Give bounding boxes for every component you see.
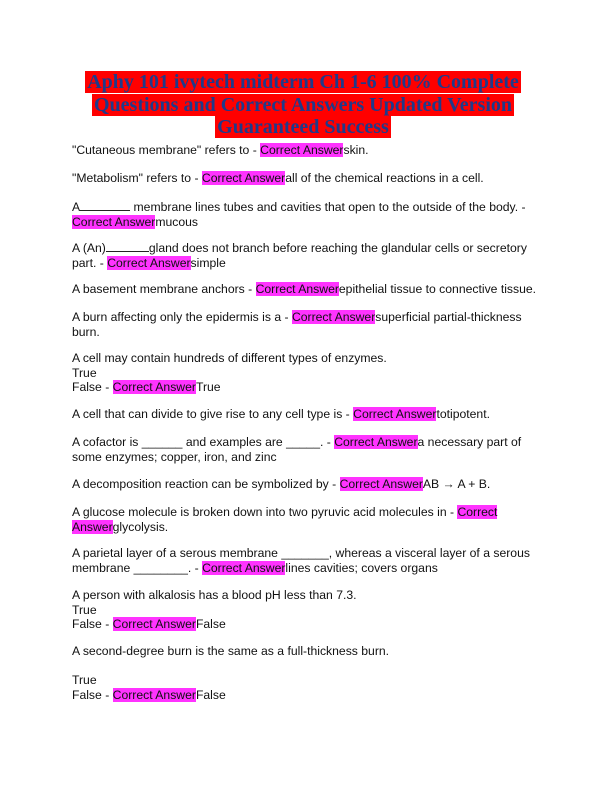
answer-text: True [195,380,221,394]
correct-answer-marker: Correct Answer [334,435,418,449]
question-text: A decomposition reaction can be symbolized by - [72,477,340,491]
option-false: False - [72,687,113,702]
document-title [70,71,536,139]
qa-item [72,588,542,632]
option-false: False - [72,617,113,631]
qa-item [72,351,542,395]
answer-text: all of the chemical reactions in a cell. [285,171,484,185]
answer-text: a necessary part of some enzymes; copper, iron, and zinc [72,435,522,464]
answer-text: totipotent. [436,407,490,421]
qa-item [72,505,542,534]
correct-answer-marker: Correct Answer [112,687,196,702]
question-text: A second-degree burn is the same as a full-thickness burn. [72,644,390,658]
title-line-2: Questions and Correct Answers Updated Version [94,93,512,116]
correct-answer-marker: Correct Answer [72,214,156,229]
correct-answer-marker: Correct Answer [260,143,344,157]
qa-item [72,240,542,270]
title-line-3: Guaranteed Success [217,116,389,138]
correct-answer-marker: Correct Answer [201,171,286,185]
question-text: A cell that can divide to give rise to any cell type is - [72,407,354,421]
question-text-end: membrane lines tubes and cavities that open to the outside of the body. - [130,200,526,214]
question-text: "Cutaneous membrane" refers to - [72,143,261,157]
question-text: A person with alkalosis has a blood pH less than 7.3. [72,588,357,602]
correct-answer-marker: Correct Answer [107,255,191,270]
answer-text: False [195,687,226,702]
qa-item [72,282,542,297]
correct-answer-marker: Correct Answer [72,505,498,534]
question-text: A cell may contain hundreds of different types of enzymes. [72,351,387,365]
qa-item [72,199,542,229]
qa-item [72,477,542,492]
question-text-end: gland does not branch before reaching the glandular cells or secretory part. - [72,241,527,270]
option-true: True [72,365,97,380]
qa-item [72,435,542,464]
qa-item [72,143,542,158]
title-line-1: Aphy 101 ivytech midterm Ch 1-6 100% Complete [87,71,519,93]
question-text: A cofactor is ______ and examples are _____. - [72,435,335,449]
option-true: True [72,602,97,617]
question-text: A basement membrane anchors - [72,282,256,296]
option-false: False - [72,380,113,394]
correct-answer-marker: Correct Answer [291,310,376,324]
question-text: "Metabolism" refers to - [72,171,202,185]
correct-answer-marker: Correct Answer [112,617,196,631]
correct-answer-marker: Correct Answer [202,560,286,575]
answer-text: simple [190,255,226,270]
answer-text: lines cavities; covers organs [285,560,438,575]
correct-answer-marker: Correct Answer [255,282,339,296]
qa-item [72,644,542,702]
answer-blank [80,199,130,211]
answer-text: mucous [155,214,198,229]
answer-text: superficial partial-thickness burn. [72,310,522,339]
question-text: A [72,200,81,214]
answer-text: epithelial tissue to connective tissue. [338,282,537,296]
answer-text: skin. [343,143,369,157]
correct-answer-marker: Correct Answer [339,477,423,491]
question-text: A parietal layer of a serous membrane _______, whereas a visceral layer of a serous membrane ________. - [72,546,530,575]
answer-text: AB → A + B. [422,477,491,491]
question-text: A glucose molecule is broken down into two pyruvic acid molecules in - [72,505,458,519]
qa-item [72,310,542,339]
qa-item [72,546,542,575]
correct-answer-marker: Correct Answer [353,407,437,421]
correct-answer-marker: Correct Answer [112,380,196,394]
question-text: A burn affecting only the epidermis is a - [72,310,292,324]
qa-item [72,171,542,186]
answer-text: glycolysis. [112,519,169,534]
answer-text: False [195,617,226,631]
answer-blank [106,240,149,252]
qa-item [72,407,542,422]
option-true: True [72,673,97,687]
question-text: A (An) [72,241,106,255]
